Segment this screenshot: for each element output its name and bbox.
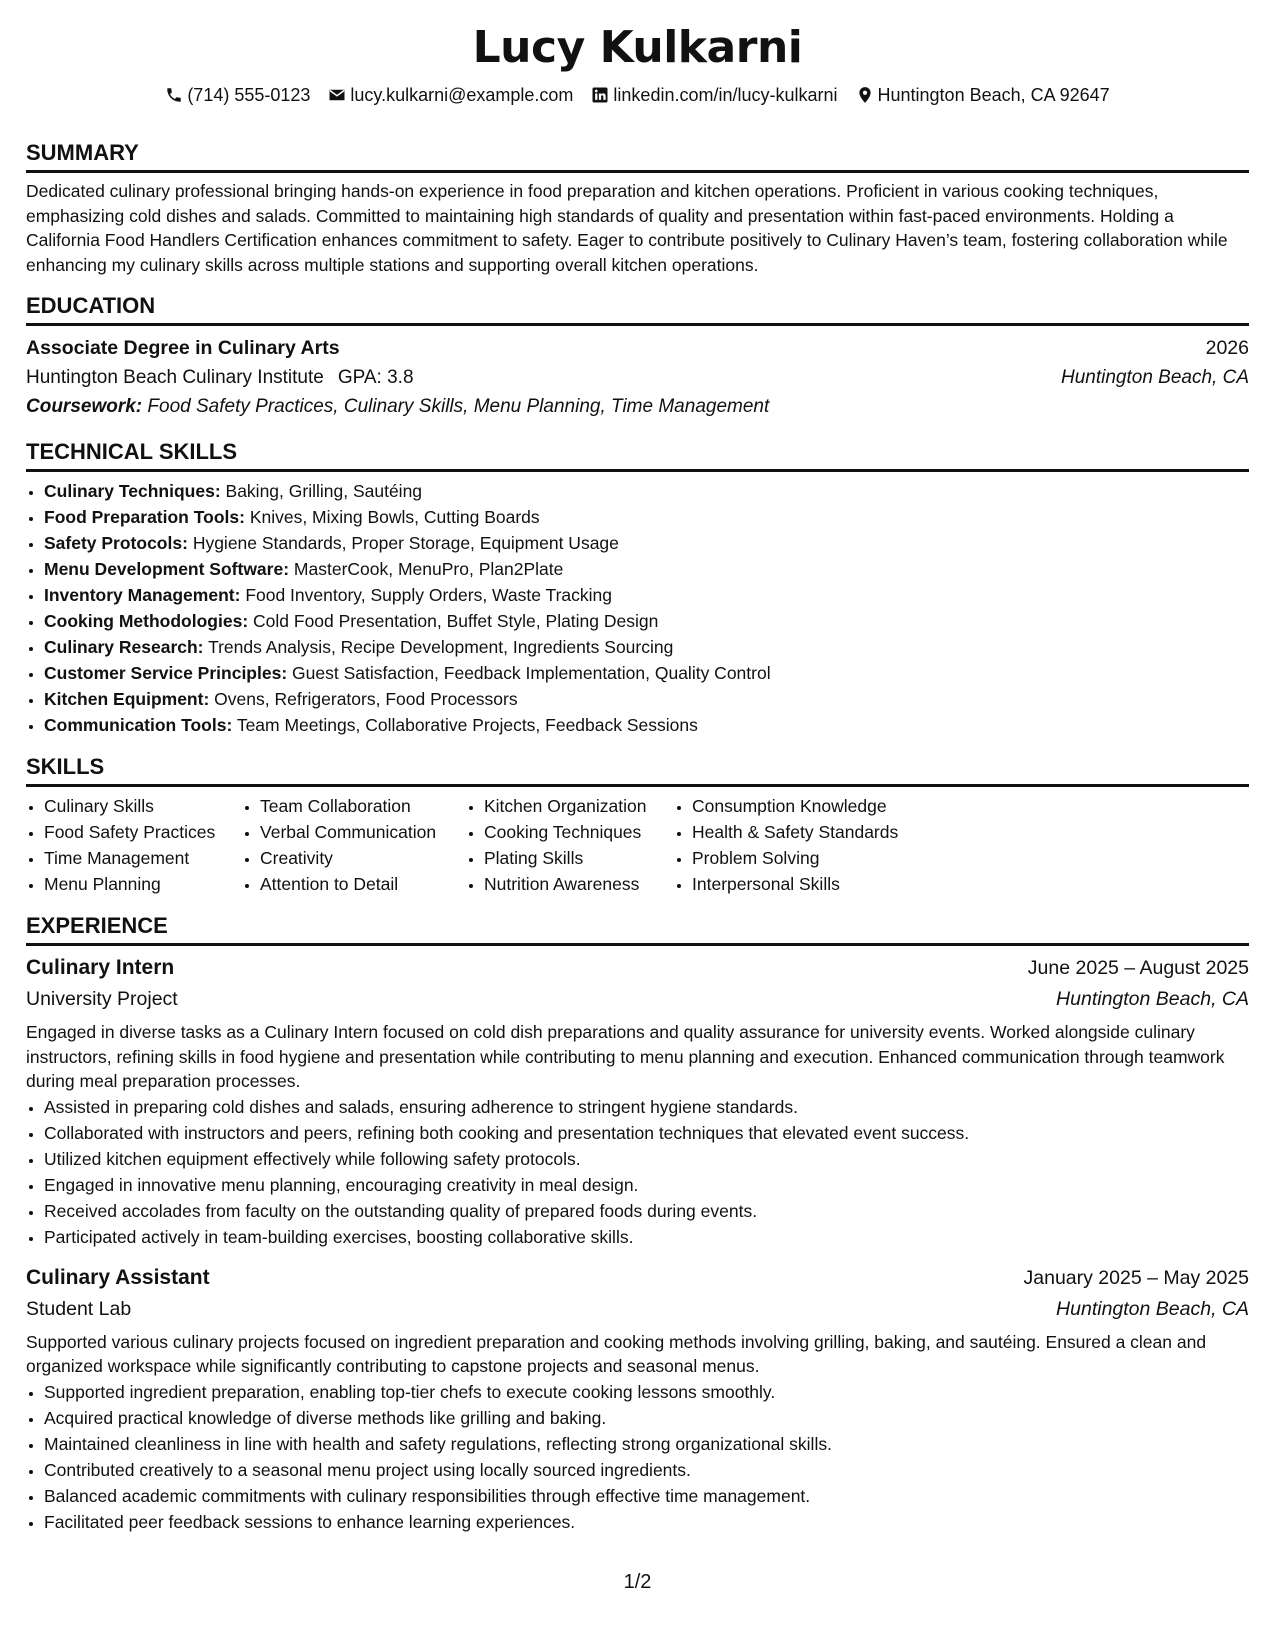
list-item: • Verbal Communication [260, 819, 466, 845]
list-item: • Participated actively in team-building exercises, boosting collaborative skills. [44, 1224, 1249, 1250]
email-text[interactable]: lucy.kulkarni@example.com [350, 85, 574, 105]
list-item: • Utilized kitchen equipment effectively while following safety protocols. [44, 1146, 1249, 1172]
list-item: • Problem Solving [692, 845, 972, 871]
list-item: • Culinary Techniques: Baking, Grilling, Sautéing [44, 478, 1249, 504]
education-coursework [26, 392, 1249, 421]
map-pin-icon [856, 86, 874, 104]
experience-section [26, 913, 1249, 1535]
skills-section [26, 754, 1249, 897]
list-item: • Culinary Research: Trends Analysis, Recipe Development, Ingredients Sourcing [44, 634, 1249, 660]
job-location: Huntington Beach, CA [1056, 988, 1249, 1010]
list-item: • Nutrition Awareness [484, 871, 674, 897]
experience-heading: EXPERIENCE [26, 913, 1249, 946]
candidate-name: Lucy Kulkarni [472, 22, 803, 73]
education-school: Huntington Beach Culinary Institute [26, 367, 324, 388]
list-item: • Food Preparation Tools: Knives, Mixing Bowls, Cutting Boards [44, 504, 1249, 530]
coursework-value: Food Safety Practices, Culinary Skills, Menu Planning, Time Management [147, 396, 770, 417]
skills-column [674, 793, 972, 897]
education-location: Huntington Beach, CA [1060, 367, 1249, 388]
contact-email[interactable] [328, 84, 573, 106]
list-item: • Creativity [260, 845, 466, 871]
technical-skills-list [26, 478, 1249, 738]
job-bullets [26, 1379, 1249, 1535]
list-item: • Communication Tools: Team Meetings, Collaborative Projects, Feedback Sessions [44, 712, 1249, 738]
list-item: • Attention to Detail [260, 871, 466, 897]
contact-phone [165, 84, 310, 106]
linkedin-icon [591, 86, 609, 104]
list-item: • Consumption Knowledge [692, 793, 972, 819]
skills-grid [26, 793, 1249, 897]
coursework-label: Coursework: [26, 396, 143, 417]
list-item: • Cooking Techniques [484, 819, 674, 845]
list-item: • Customer Service Principles: Guest Satisfaction, Feedback Implementation, Quality Control [44, 660, 1249, 686]
linkedin-text[interactable]: linkedin.com/in/lucy-kulkarni [613, 85, 838, 105]
list-item: • Kitchen Equipment: Ovens, Refrigerators, Food Processors [44, 686, 1249, 712]
job-title: Culinary Intern [26, 956, 175, 979]
list-item: • Cooking Methodologies: Cold Food Presentation, Buffet Style, Plating Design [44, 608, 1249, 634]
list-item: • Facilitated peer feedback sessions to enhance learning experiences. [44, 1509, 1249, 1535]
education-year: 2026 [1205, 337, 1249, 359]
list-item: • Acquired practical knowledge of diverse methods like grilling and baking. [44, 1405, 1249, 1431]
list-item: • Food Safety Practices [44, 819, 242, 845]
education-degree-row [26, 334, 1249, 363]
job-description: Supported various culinary projects focused on ingredient preparation and cooking methods involving grilling, baking, and sautéing. Ensured a clean and organized workspace while significantly contributing to capstone projects and seasonal menus. [26, 1331, 1207, 1376]
contact-linkedin[interactable] [591, 84, 837, 106]
list-item: • Interpersonal Skills [692, 871, 972, 897]
list-item: • Health & Safety Standards [692, 819, 972, 845]
job-description: Engaged in diverse tasks as a Culinary Intern focused on cold dish preparations and quality assurance for university events. Worked alongside culinary instructors, refining skills in food hygiene and presentation while contributing to menu planning and execution. Enhanced communication through teamwork during meal preparation processes. [26, 1022, 1225, 1091]
education-section [26, 293, 1249, 421]
list-item: • Menu Development Software: MasterCook, MenuPro, Plan2Plate [44, 556, 1249, 582]
list-item: • Culinary Skills [44, 793, 242, 819]
education-gpa: GPA: 3.8 [337, 367, 414, 388]
list-item: • Assisted in preparing cold dishes and salads, ensuring adherence to stringent hygiene standards. [44, 1094, 1249, 1120]
list-item: • Received accolades from faculty on the outstanding quality of prepared foods during events. [44, 1198, 1249, 1224]
list-item: • Team Collaboration [260, 793, 466, 819]
skills-column [466, 793, 674, 897]
education-heading: EDUCATION [26, 293, 1249, 326]
job-location: Huntington Beach, CA [1056, 1297, 1249, 1320]
list-item: • Engaged in innovative menu planning, encouraging creativity in meal design. [44, 1172, 1249, 1198]
list-item: • Inventory Management: Food Inventory, Supply Orders, Waste Tracking [44, 582, 1249, 608]
job-bullets [26, 1094, 1249, 1250]
technical-skills-section [26, 439, 1249, 738]
list-item: • Kitchen Organization [484, 793, 674, 819]
job-entry [26, 1262, 1249, 1535]
education-school-row [26, 363, 1249, 392]
list-item: • Time Management [44, 845, 242, 871]
job-dates: January 2025 – May 2025 [1023, 1266, 1249, 1289]
list-item: • Contributed creatively to a seasonal menu project using locally sourced ingredients. [44, 1457, 1249, 1483]
skills-heading: SKILLS [26, 754, 1249, 787]
list-item: • Menu Planning [44, 871, 242, 897]
list-item: • Safety Protocols: Hygiene Standards, Proper Storage, Equipment Usage [44, 530, 1249, 556]
contact-bar [26, 84, 1249, 106]
list-item: • Plating Skills [484, 845, 674, 871]
contact-location [856, 84, 1110, 106]
phone-text: (714) 555-0123 [187, 85, 311, 105]
job-entry [26, 952, 1249, 1250]
summary-heading: SUMMARY [26, 140, 1249, 173]
skills-column [242, 793, 466, 897]
skills-column [26, 793, 242, 897]
job-title: Culinary Assistant [26, 1265, 210, 1289]
envelope-icon [328, 86, 346, 104]
list-item: • Balanced academic commitments with culinary responsibilities through effective time management. [44, 1483, 1249, 1509]
technical-skills-heading: TECHNICAL SKILLS [26, 439, 1249, 472]
summary-text: Dedicated culinary professional bringing hands-on experience in food preparation and kitchen operations. Proficient in various cooking techniques, emphasizing cold dishes and salads. Committed to maintaining high standards of quality and presentation within fast-paced environments. Holding a California Food Handlers Certification enhances commitment to safety. Eager to contribute positively to Culinary Haven’s team, fostering collaboration while enhancing my culinary skills across multiple stations and supporting overall kitchen operations. [26, 181, 1228, 275]
job-organization: Student Lab [26, 1297, 132, 1320]
list-item: • Maintained cleanliness in line with health and safety regulations, reflecting strong organizational skills. [44, 1431, 1249, 1457]
job-dates: June 2025 – August 2025 [1027, 957, 1249, 979]
summary-section [26, 140, 1249, 277]
list-item: • Supported ingredient preparation, enabling top-tier chefs to execute cooking lessons smoothly. [44, 1379, 1249, 1405]
location-text: Huntington Beach, CA 92647 [877, 85, 1110, 105]
phone-icon [165, 86, 183, 104]
job-organization: University Project [26, 988, 178, 1010]
education-degree: Associate Degree in Culinary Arts [26, 337, 340, 359]
page-indicator: 1/2 [623, 1571, 652, 1593]
list-item: • Collaborated with instructors and peers, refining both cooking and presentation techniques that elevated event success. [44, 1120, 1249, 1146]
